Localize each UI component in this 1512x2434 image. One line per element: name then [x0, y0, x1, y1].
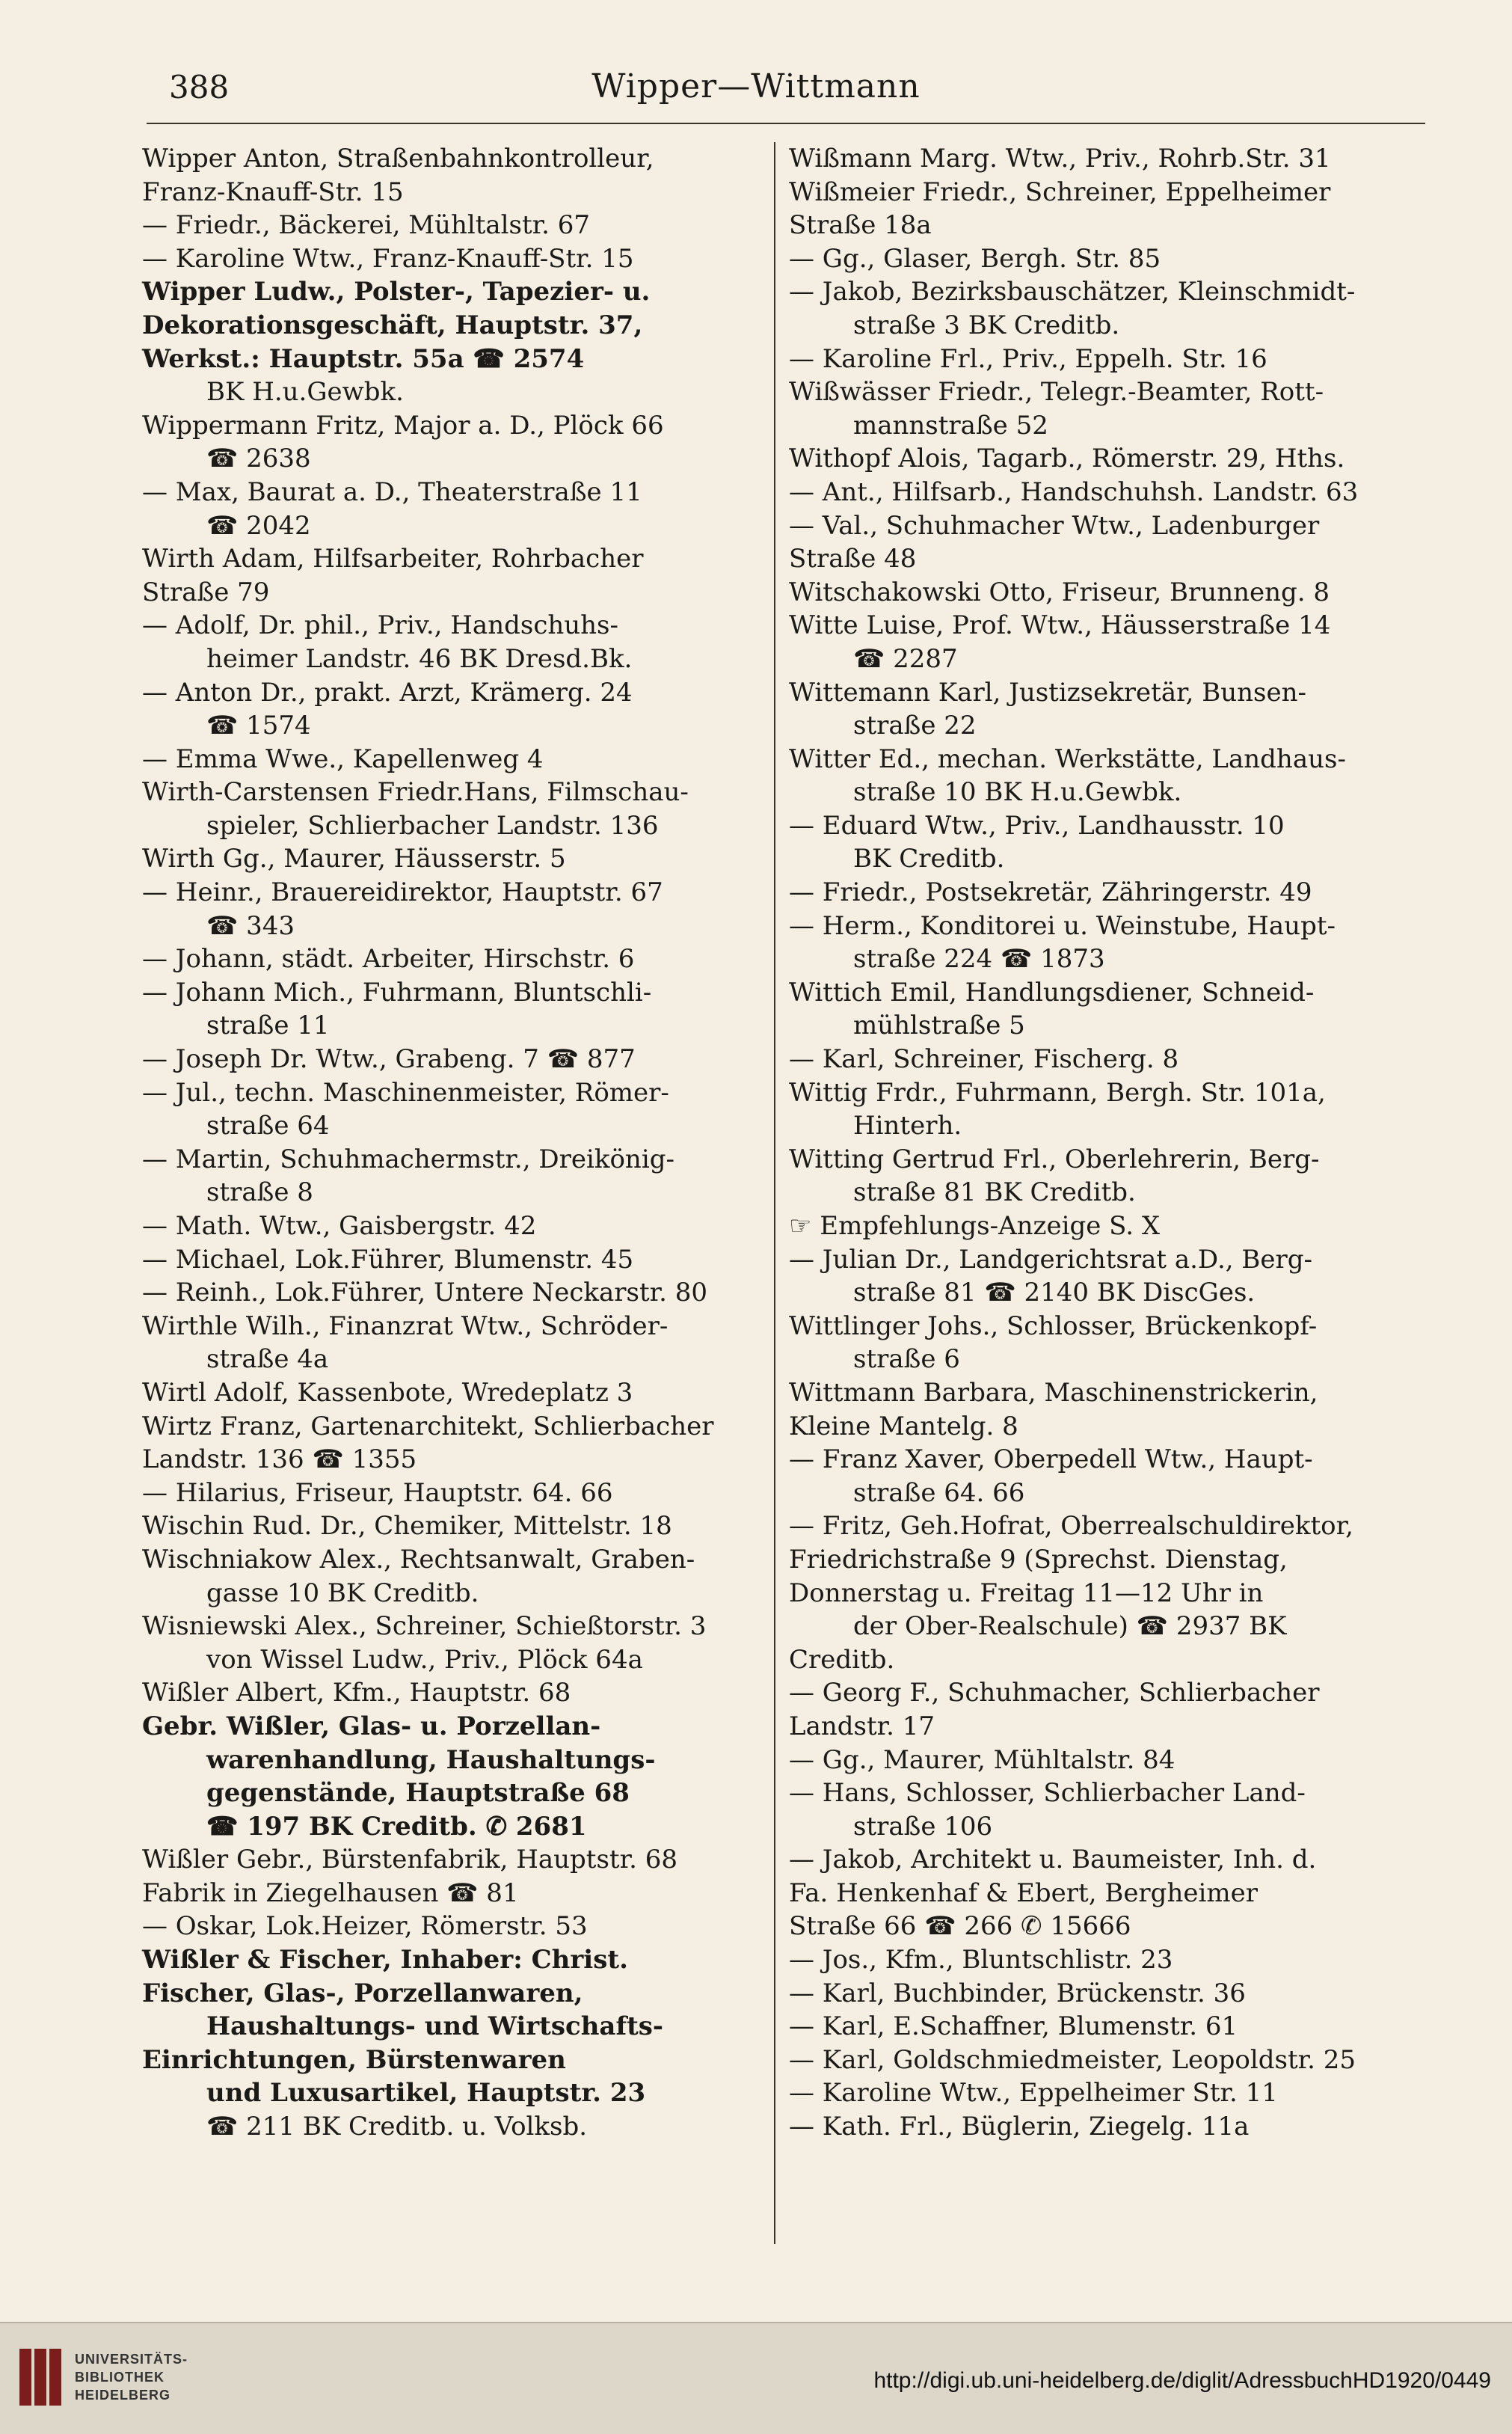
directory-line: Landstr. 17	[789, 1711, 935, 1741]
directory-line: — Jakob, Architekt u. Baumeister, Inh. d.	[789, 1845, 1317, 1875]
directory-line: — Jul., techn. Maschinenmeister, Römer-	[142, 1077, 669, 1108]
directory-line: — Fritz, Geh.Hofrat, Oberrealschuldirektor,	[789, 1511, 1353, 1542]
library-name-line2: BIBLIOTHEK	[75, 2370, 165, 2385]
header-rule	[147, 123, 1425, 124]
directory-line: Haushaltungs- und Wirtschafts-	[206, 2011, 664, 2042]
library-name-line1: UNIVERSITÄTS-	[75, 2352, 188, 2367]
directory-line: — Karl, E.Schaffner, Blumenstr. 61	[789, 2011, 1238, 2042]
directory-line: straße 6	[853, 1344, 960, 1375]
directory-line: — Jos., Kfm., Bluntschlistr. 23	[789, 1945, 1173, 1975]
directory-line: ☎ 1574	[206, 711, 311, 741]
directory-line: Straße 66 ☎ 266 ✆ 15666	[789, 1911, 1131, 1942]
directory-line: — Karoline Wtw., Franz-Knauff-Str. 15	[142, 243, 634, 274]
directory-line: — Emma Wwe., Kapellenweg 4	[142, 744, 544, 774]
directory-line: — Karl, Goldschmiedmeister, Leopoldstr. 25	[789, 2044, 1356, 2075]
directory-line: Wißler Gebr., Bürstenfabrik, Hauptstr. 68	[142, 1845, 677, 1875]
directory-line: — Hans, Schlosser, Schlierbacher Land-	[789, 1778, 1306, 1809]
directory-line: Friedrichstraße 9 (Sprechst. Dienstag,	[789, 1544, 1288, 1575]
directory-line: straße 10 BK H.u.Gewbk.	[853, 777, 1182, 808]
directory-line: Wittemann Karl, Justizsekretär, Bunsen-	[789, 677, 1306, 708]
footer-bar	[0, 2322, 1512, 2434]
column-divider	[774, 142, 775, 2244]
directory-line: Wisniewski Alex., Schreiner, Schießtorstr. 3	[142, 1611, 707, 1642]
library-name-line3: HEIDELBERG	[75, 2388, 171, 2403]
directory-line: — Karl, Buchbinder, Brückenstr. 36	[789, 1978, 1246, 2008]
directory-line: Witting Gertrud Frl., Oberlehrerin, Berg-	[789, 1144, 1320, 1174]
directory-line: — Val., Schuhmacher Wtw., Ladenburger	[789, 510, 1320, 541]
directory-line: — Herm., Konditorei u. Weinstube, Haupt-	[789, 910, 1336, 941]
directory-line: straße 81 BK Creditb.	[853, 1177, 1136, 1208]
directory-line: Wirtl Adolf, Kassenbote, Wredeplatz 3	[142, 1377, 633, 1408]
directory-line: — Johann Mich., Fuhrmann, Bluntschli-	[142, 977, 652, 1008]
directory-line: spieler, Schlierbacher Landstr. 136	[206, 810, 659, 841]
directory-line: straße 106	[853, 1811, 993, 1842]
directory-line: Gebr. Wißler, Glas- u. Porzellan-	[142, 1711, 601, 1741]
directory-line: Wirth Gg., Maurer, Häusserstr. 5	[142, 844, 566, 874]
directory-line: Creditb.	[789, 1644, 895, 1675]
directory-line: — Martin, Schuhmachermstr., Dreikönig-	[142, 1144, 674, 1174]
directory-line: Wißler Albert, Kfm., Hauptstr. 68	[142, 1678, 571, 1708]
directory-line: Fischer, Glas-, Porzellanwaren,	[142, 1978, 583, 2008]
directory-line: Wirth-Carstensen Friedr.Hans, Filmschau-	[142, 777, 689, 808]
library-logo-icon	[16, 2346, 64, 2409]
directory-line: Hinterh.	[853, 1111, 962, 1141]
directory-line: Straße 48	[789, 544, 917, 574]
directory-line: Straße 79	[142, 577, 270, 607]
directory-line: Fa. Henkenhaf & Ebert, Bergheimer	[789, 1877, 1258, 1908]
directory-line: Wißmann Marg. Wtw., Priv., Rohrb.Str. 31	[789, 144, 1331, 174]
directory-line: Franz-Knauff-Str. 15	[142, 177, 404, 207]
directory-line: — Heinr., Brauereidirektor, Hauptstr. 67	[142, 877, 663, 908]
directory-line: straße 224 ☎ 1873	[853, 944, 1105, 975]
directory-line: Einrichtungen, Bürstenwaren	[142, 2044, 566, 2075]
directory-line: Fabrik in Ziegelhausen ☎ 81	[142, 1877, 519, 1908]
directory-line: — Friedr., Postsekretär, Zähringerstr. 49	[789, 877, 1312, 908]
directory-line: ☎ 2638	[206, 444, 311, 474]
directory-line: mühlstraße 5	[853, 1011, 1025, 1041]
directory-line: Wittmann Barbara, Maschinenstrickerin,	[789, 1377, 1318, 1408]
directory-line: Wittich Emil, Handlungsdiener, Schneid-	[789, 977, 1315, 1008]
directory-line: — Max, Baurat a. D., Theaterstraße 11	[142, 476, 642, 507]
directory-line: — Julian Dr., Landgerichtsrat a.D., Berg-	[789, 1244, 1312, 1275]
directory-line: Wirth Adam, Hilfsarbeiter, Rohrbacher	[142, 544, 644, 574]
directory-line: — Karoline Frl., Priv., Eppelh. Str. 16	[789, 343, 1267, 374]
directory-line: — Johann, städt. Arbeiter, Hirschstr. 6	[142, 944, 635, 975]
directory-line: Witter Ed., mechan. Werkstätte, Landhaus-	[789, 744, 1346, 774]
directory-line: gegenstände, Hauptstraße 68	[206, 1778, 630, 1809]
directory-line: Wißwässer Friedr., Telegr.-Beamter, Rott-	[789, 377, 1324, 408]
directory-line: — Math. Wtw., Gaisbergstr. 42	[142, 1211, 537, 1241]
directory-line: Wipper Anton, Straßenbahnkontrolleur,	[142, 144, 654, 174]
directory-line: straße 81 ☎ 2140 BK DiscGes.	[853, 1278, 1256, 1308]
directory-line: straße 64	[206, 1111, 330, 1141]
directory-line: — Jakob, Bezirksbauschätzer, Kleinschmidt-	[789, 277, 1356, 307]
directory-line: Witte Luise, Prof. Wtw., Häusserstraße 14	[789, 610, 1331, 641]
directory-line: gasse 10 BK Creditb.	[206, 1578, 479, 1608]
directory-line: Wirtz Franz, Gartenarchitekt, Schlierbacher	[142, 1411, 714, 1441]
directory-line: straße 64. 66	[853, 1477, 1025, 1508]
source-url-link[interactable]: http://digi.ub.uni-heidelberg.de/diglit/AdressbuchHD1920/0449	[873, 2368, 1491, 2393]
directory-line: Dekorationsgeschäft, Hauptstr. 37,	[142, 310, 643, 340]
directory-line: Donnerstag u. Freitag 11—12 Uhr in	[789, 1578, 1264, 1608]
directory-line: straße 8	[206, 1177, 313, 1208]
directory-line: — Adolf, Dr. phil., Priv., Handschuhs-	[142, 610, 618, 641]
directory-line: von Wissel Ludw., Priv., Plöck 64a	[206, 1644, 643, 1675]
directory-line: — Eduard Wtw., Priv., Landhausstr. 10	[789, 810, 1285, 841]
directory-line: — Franz Xaver, Oberpedell Wtw., Haupt-	[789, 1444, 1313, 1475]
directory-line: ☎ 343	[206, 910, 295, 941]
directory-line: ☎ 2287	[853, 643, 958, 674]
directory-line: Withopf Alois, Tagarb., Römerstr. 29, Hths.	[789, 444, 1345, 474]
directory-line: Wirthle Wilh., Finanzrat Wtw., Schröder-	[142, 1311, 669, 1341]
directory-line: mannstraße 52	[853, 410, 1048, 441]
directory-line: ☞ Empfehlungs-Anzeige S. X	[789, 1211, 1161, 1241]
directory-line: Wipper Ludw., Polster-, Tapezier- u.	[142, 277, 651, 307]
directory-line: — Oskar, Lok.Heizer, Römerstr. 53	[142, 1911, 588, 1942]
right-column	[789, 142, 1410, 2144]
directory-line: — Hilarius, Friseur, Hauptstr. 64. 66	[142, 1477, 613, 1508]
directory-line: heimer Landstr. 46 BK Dresd.Bk.	[206, 643, 633, 674]
directory-line: — Karoline Wtw., Eppelheimer Str. 11	[789, 2078, 1278, 2109]
directory-line: warenhandlung, Haushaltungs-	[206, 1744, 656, 1775]
directory-line: — Friedr., Bäckerei, Mühltalstr. 67	[142, 210, 591, 241]
directory-line: — Gg., Maurer, Mühltalstr. 84	[789, 1744, 1176, 1775]
running-head: Wipper—Wittmann	[591, 67, 921, 105]
directory-line: Wißler & Fischer, Inhaber: Christ.	[142, 1945, 628, 1975]
directory-line: und Luxusartikel, Hauptstr. 23	[206, 2078, 646, 2109]
directory-line: — Georg F., Schuhmacher, Schlierbacher	[789, 1678, 1320, 1708]
directory-line: ☎ 2042	[206, 510, 311, 541]
directory-line: Wittlinger Johs., Schlosser, Brückenkopf-	[789, 1311, 1318, 1341]
directory-line: straße 11	[206, 1011, 330, 1041]
directory-line: Landstr. 136 ☎ 1355	[142, 1444, 417, 1475]
directory-line: Wißmeier Friedr., Schreiner, Eppelheimer	[789, 177, 1331, 207]
directory-line: — Anton Dr., prakt. Arzt, Krämerg. 24	[142, 677, 633, 708]
directory-line: Werkst.: Hauptstr. 55a ☎ 2574	[142, 343, 585, 374]
directory-line: — Kath. Frl., Büglerin, Ziegelg. 11a	[789, 2112, 1250, 2142]
directory-line: straße 4a	[206, 1344, 329, 1375]
directory-line: der Ober-Realschule) ☎ 2937 BK	[853, 1611, 1287, 1642]
directory-line: Wittig Frdr., Fuhrmann, Bergh. Str. 101a,	[789, 1077, 1326, 1108]
directory-line: Witschakowski Otto, Friseur, Brunneng. 8	[789, 577, 1330, 607]
directory-line: — Joseph Dr. Wtw., Grabeng. 7 ☎ 877	[142, 1044, 636, 1075]
page-number: 388	[169, 69, 230, 105]
directory-line: straße 22	[853, 711, 977, 741]
directory-line: ☎ 211 BK Creditb. u. Volksb.	[206, 2112, 588, 2142]
directory-line: — Michael, Lok.Führer, Blumenstr. 45	[142, 1244, 634, 1275]
directory-line: — Ant., Hilfsarb., Handschuhsh. Landstr. 63	[789, 476, 1359, 507]
directory-line: — Reinh., Lok.Führer, Untere Neckarstr. 80	[142, 1278, 708, 1308]
directory-line: Kleine Mantelg. 8	[789, 1411, 1018, 1441]
directory-line: BK Creditb.	[853, 844, 1005, 874]
directory-line: straße 3 BK Creditb.	[853, 310, 1120, 340]
directory-line: BK H.u.Gewbk.	[206, 377, 404, 408]
directory-line: Straße 18a	[789, 210, 932, 241]
directory-line: — Karl, Schreiner, Fischerg. 8	[789, 1044, 1179, 1075]
directory-line: — Gg., Glaser, Bergh. Str. 85	[789, 243, 1161, 274]
directory-line: Wischniakow Alex., Rechtsanwalt, Graben-	[142, 1544, 695, 1575]
directory-line: Wischin Rud. Dr., Chemiker, Mittelstr. 18	[142, 1511, 672, 1542]
left-column	[142, 142, 763, 2144]
directory-line: ☎ 197 BK Creditb. ✆ 2681	[206, 1811, 587, 1842]
directory-line: Wippermann Fritz, Major a. D., Plöck 66	[142, 410, 664, 441]
